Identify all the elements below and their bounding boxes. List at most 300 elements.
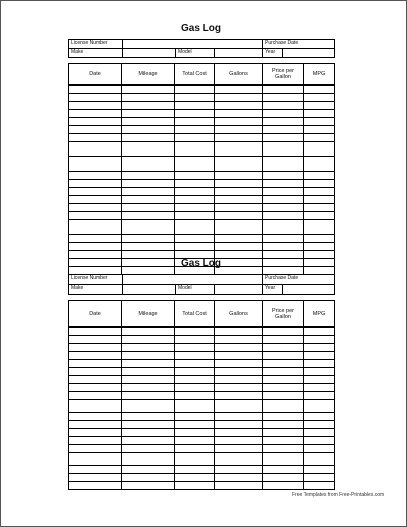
log-entry-cell[interactable]: [215, 85, 263, 94]
log-entry-cell[interactable]: [215, 421, 263, 429]
log-entry-cell[interactable]: [263, 453, 304, 466]
log-entry-cell[interactable]: [122, 204, 175, 212]
log-entry-row: [69, 400, 335, 413]
log-entry-cell[interactable]: [215, 118, 263, 126]
log-entry-row: [69, 413, 335, 421]
log-entry-row: [69, 344, 335, 352]
log-entry-cell[interactable]: [263, 429, 304, 437]
log-entry-cell[interactable]: [175, 445, 215, 453]
log-entry-row: [69, 94, 335, 102]
log-entry-cell[interactable]: [175, 157, 215, 172]
log-entry-row: [69, 196, 335, 204]
log-entry-cell[interactable]: [175, 421, 215, 429]
log-entry-cell[interactable]: [304, 400, 335, 413]
log-entry-cell[interactable]: [175, 220, 215, 235]
info-row: [69, 285, 335, 295]
log-entry-cell[interactable]: [69, 235, 122, 243]
log-entry-cell[interactable]: [304, 180, 335, 188]
log-entry-cell[interactable]: [175, 204, 215, 212]
log-entry-cell[interactable]: [69, 336, 122, 344]
log-entry-cell[interactable]: [69, 196, 122, 204]
log-entry-row: [69, 429, 335, 437]
column-header-mpg: MPG: [304, 301, 335, 328]
log-entry-cell[interactable]: [215, 453, 263, 466]
log-entry-cell[interactable]: [263, 344, 304, 352]
log-entry-cell[interactable]: [69, 474, 122, 482]
log-entry-cell[interactable]: [263, 180, 304, 188]
purchase-date-label: Purchase Date: [263, 275, 335, 285]
column-header-mpg: MPG: [304, 64, 335, 86]
log-entry-cell[interactable]: [175, 384, 215, 392]
log-entry-row: [69, 327, 335, 336]
log-entry-cell[interactable]: [263, 437, 304, 445]
model-field[interactable]: [215, 285, 263, 295]
log-entry-cell[interactable]: [304, 453, 335, 466]
log-entry-cell[interactable]: [69, 392, 122, 400]
model-label: Model: [176, 49, 215, 58]
log-entry-cell[interactable]: [215, 344, 263, 352]
log-entry-cell[interactable]: [122, 118, 175, 126]
log-entry-cell[interactable]: [175, 172, 215, 180]
column-header-price-per-gallon: Price per Gallon: [263, 301, 304, 328]
log-entry-cell[interactable]: [263, 94, 304, 102]
log-entry-cell[interactable]: [263, 212, 304, 220]
log-entry-cell[interactable]: [122, 235, 175, 243]
log-entry-cell[interactable]: [122, 392, 175, 400]
log-entry-cell[interactable]: [304, 243, 335, 251]
log-entry-cell[interactable]: [175, 474, 215, 482]
column-header-mileage: Mileage: [122, 301, 175, 328]
log-entry-cell[interactable]: [215, 243, 263, 251]
log-entry-cell[interactable]: [69, 204, 122, 212]
log-entry-cell[interactable]: [175, 212, 215, 220]
vehicle-info-table: [68, 274, 335, 295]
log-entry-cell[interactable]: [215, 94, 263, 102]
log-entry-cell[interactable]: [122, 110, 175, 118]
log-entry-cell[interactable]: [215, 360, 263, 368]
log-entry-cell[interactable]: [69, 180, 122, 188]
log-entry-cell[interactable]: [122, 368, 175, 376]
log-entry-row: [69, 235, 335, 243]
log-entry-cell[interactable]: [304, 352, 335, 360]
log-entry-cell[interactable]: [69, 110, 122, 118]
log-entry-cell[interactable]: [215, 110, 263, 118]
log-entry-cell[interactable]: [304, 384, 335, 392]
log-entry-cell[interactable]: [304, 212, 335, 220]
header-row: [69, 64, 335, 86]
log-entry-cell[interactable]: [304, 172, 335, 180]
log-entry-cell[interactable]: [215, 437, 263, 445]
log-entry-cell[interactable]: [263, 142, 304, 157]
log-entry-cell[interactable]: [122, 212, 175, 220]
log-entry-cell[interactable]: [122, 196, 175, 204]
log-entry-cell[interactable]: [69, 466, 122, 474]
info-row: [69, 275, 335, 285]
log-entry-cell[interactable]: [175, 336, 215, 344]
log-entry-cell[interactable]: [122, 94, 175, 102]
log-entry-cell[interactable]: [263, 368, 304, 376]
log-entry-row: [69, 466, 335, 474]
log-entry-cell[interactable]: [215, 474, 263, 482]
log-entry-cell[interactable]: [122, 188, 175, 196]
log-entry-cell[interactable]: [304, 142, 335, 157]
log-entry-row: [69, 85, 335, 94]
log-entry-cell[interactable]: [215, 376, 263, 384]
log-entry-row: [69, 180, 335, 188]
log-entry-cell[interactable]: [304, 413, 335, 421]
log-entry-cell[interactable]: [304, 157, 335, 172]
log-entry-cell[interactable]: [69, 344, 122, 352]
log-entry-cell[interactable]: [215, 196, 263, 204]
log-entry-cell[interactable]: [263, 102, 304, 110]
log-entry-cell[interactable]: [122, 180, 175, 188]
log-entry-cell[interactable]: [215, 204, 263, 212]
log-entry-cell[interactable]: [304, 118, 335, 126]
log-entry-cell[interactable]: [215, 134, 263, 142]
log-entry-cell[interactable]: [69, 445, 122, 453]
log-entry-cell[interactable]: [122, 352, 175, 360]
log-entry-row: [69, 474, 335, 482]
log-entry-cell[interactable]: [175, 134, 215, 142]
log-entry-row: [69, 392, 335, 400]
log-entry-cell[interactable]: [215, 352, 263, 360]
log-entry-cell[interactable]: [304, 368, 335, 376]
log-entry-cell[interactable]: [215, 102, 263, 110]
log-entry-cell[interactable]: [304, 204, 335, 212]
log-entry-row: [69, 368, 335, 376]
log-entry-cell[interactable]: [215, 188, 263, 196]
log-entry-cell[interactable]: [304, 482, 335, 490]
log-entry-cell[interactable]: [263, 196, 304, 204]
log-entry-cell[interactable]: [263, 360, 304, 368]
log-entry-cell[interactable]: [175, 429, 215, 437]
log-entry-cell[interactable]: [175, 466, 215, 474]
log-entry-cell[interactable]: [175, 85, 215, 94]
log-entry-cell[interactable]: [122, 220, 175, 235]
log-entry-cell[interactable]: [122, 453, 175, 466]
log-entry-cell[interactable]: [69, 220, 122, 235]
log-entry-cell[interactable]: [263, 392, 304, 400]
log-entry-cell[interactable]: [175, 376, 215, 384]
log-entry-cell[interactable]: [215, 429, 263, 437]
log-entry-cell[interactable]: [215, 142, 263, 157]
log-entry-cell[interactable]: [263, 243, 304, 251]
fuel-entries-table: [68, 63, 335, 275]
fuel-entries-table: [68, 300, 335, 490]
column-header-mileage: Mileage: [122, 64, 175, 86]
log-entry-cell[interactable]: [215, 212, 263, 220]
log-entry-cell[interactable]: [69, 157, 122, 172]
log-entry-cell[interactable]: [304, 437, 335, 445]
log-entry-cell[interactable]: [122, 126, 175, 134]
log-entry-cell[interactable]: [215, 180, 263, 188]
log-entry-cell[interactable]: [215, 157, 263, 172]
log-entry-cell[interactable]: [175, 188, 215, 196]
make-field[interactable]: [123, 49, 176, 58]
log-entry-cell[interactable]: [69, 102, 122, 110]
log-entry-row: [69, 126, 335, 134]
log-entry-cell[interactable]: [69, 134, 122, 142]
entry-rows: [69, 85, 335, 275]
log-entry-cell[interactable]: [69, 384, 122, 392]
log-entry-cell[interactable]: [304, 421, 335, 429]
log-entry-cell[interactable]: [175, 235, 215, 243]
log-entry-cell[interactable]: [175, 102, 215, 110]
log-entry-cell[interactable]: [69, 437, 122, 445]
log-entry-cell[interactable]: [69, 376, 122, 384]
info-row: [69, 40, 335, 49]
log-entry-cell[interactable]: [69, 360, 122, 368]
log-entry-row: [69, 134, 335, 142]
log-entry-cell[interactable]: [175, 413, 215, 421]
log-entry-row: [69, 453, 335, 466]
log-entry-cell[interactable]: [263, 220, 304, 235]
log-entry-cell[interactable]: [263, 336, 304, 344]
log-entry-cell[interactable]: [263, 421, 304, 429]
log-entry-cell[interactable]: [263, 235, 304, 243]
log-entry-row: [69, 352, 335, 360]
log-entry-cell[interactable]: [122, 421, 175, 429]
year-field[interactable]: [283, 285, 335, 295]
log-entry-cell[interactable]: [175, 110, 215, 118]
log-entry-cell[interactable]: [304, 466, 335, 474]
log-entry-cell[interactable]: [69, 352, 122, 360]
log-entry-cell[interactable]: [215, 413, 263, 421]
log-entry-cell[interactable]: [175, 94, 215, 102]
log-entry-cell[interactable]: [69, 421, 122, 429]
log-entry-cell[interactable]: [263, 352, 304, 360]
log-entry-cell[interactable]: [263, 157, 304, 172]
log-entry-cell[interactable]: [263, 384, 304, 392]
log-entry-cell[interactable]: [69, 243, 122, 251]
log-entry-cell[interactable]: [122, 102, 175, 110]
log-entry-cell[interactable]: [175, 482, 215, 490]
log-entry-cell[interactable]: [175, 453, 215, 466]
log-entry-cell[interactable]: [263, 172, 304, 180]
log-entry-cell[interactable]: [304, 474, 335, 482]
log-entry-row: [69, 336, 335, 344]
log-entry-cell[interactable]: [122, 327, 175, 336]
log-entry-cell[interactable]: [122, 157, 175, 172]
log-entry-row: [69, 421, 335, 429]
model-field[interactable]: [215, 49, 263, 58]
log-entry-cell[interactable]: [215, 172, 263, 180]
log-entry-cell[interactable]: [122, 413, 175, 421]
header-row: [69, 301, 335, 328]
log-entry-cell[interactable]: [175, 196, 215, 204]
log-entry-cell[interactable]: [304, 126, 335, 134]
log-entry-row: [69, 157, 335, 172]
log-entry-row: [69, 243, 335, 251]
log-entry-row: [69, 102, 335, 110]
log-entry-cell[interactable]: [304, 445, 335, 453]
log-entry-cell[interactable]: [69, 142, 122, 157]
log-entry-cell[interactable]: [263, 126, 304, 134]
make-label: Make: [69, 49, 123, 58]
log-entry-cell[interactable]: [263, 327, 304, 336]
log-entry-cell[interactable]: [175, 142, 215, 157]
log-entry-cell[interactable]: [304, 336, 335, 344]
year-label: Year: [263, 285, 283, 295]
log-entry-cell[interactable]: [122, 400, 175, 413]
log-entry-row: [69, 110, 335, 118]
license-number-field[interactable]: [123, 40, 263, 49]
log-entry-cell[interactable]: [304, 94, 335, 102]
log-entry-cell[interactable]: [175, 327, 215, 336]
license-number-field[interactable]: [123, 275, 263, 285]
log-entry-cell[interactable]: [122, 142, 175, 157]
log-entry-cell[interactable]: [263, 482, 304, 490]
footer-credit: Free Templates from Free-Printables.com: [292, 492, 385, 498]
log-entry-cell[interactable]: [69, 413, 122, 421]
column-header-gallons: Gallons: [215, 64, 263, 86]
log-entry-row: [69, 376, 335, 384]
log-entry-row: [69, 118, 335, 126]
log-entry-row: [69, 204, 335, 212]
make-field[interactable]: [123, 285, 176, 295]
log-entry-cell[interactable]: [304, 429, 335, 437]
log-entry-cell[interactable]: [175, 126, 215, 134]
log-entry-cell[interactable]: [69, 94, 122, 102]
column-header-total-cost: Total Cost: [175, 301, 215, 328]
entry-rows: [69, 327, 335, 490]
log-entry-cell[interactable]: [69, 118, 122, 126]
log-entry-cell[interactable]: [122, 482, 175, 490]
log-entry-cell[interactable]: [122, 134, 175, 142]
log-entry-cell[interactable]: [215, 336, 263, 344]
log-entry-cell[interactable]: [69, 85, 122, 94]
purchase-date-label: Purchase Date: [263, 40, 335, 49]
log-entry-row: [69, 220, 335, 235]
log-entry-cell[interactable]: [175, 118, 215, 126]
log-entry-cell[interactable]: [122, 85, 175, 94]
log-entry-cell[interactable]: [69, 453, 122, 466]
log-entry-cell[interactable]: [263, 445, 304, 453]
license-number-label: License Number: [69, 275, 123, 285]
log-entry-cell[interactable]: [215, 392, 263, 400]
log-entry-cell[interactable]: [122, 172, 175, 180]
log-entry-cell[interactable]: [304, 102, 335, 110]
log-entry-cell[interactable]: [69, 212, 122, 220]
log-entry-row: [69, 172, 335, 180]
log-entry-cell[interactable]: [263, 413, 304, 421]
log-entry-cell[interactable]: [175, 368, 215, 376]
log-entry-cell[interactable]: [175, 352, 215, 360]
log-entry-cell[interactable]: [175, 243, 215, 251]
log-entry-cell[interactable]: [215, 482, 263, 490]
log-entry-cell[interactable]: [175, 344, 215, 352]
log-entry-cell[interactable]: [263, 474, 304, 482]
log-entry-cell[interactable]: [122, 437, 175, 445]
log-entry-row: [69, 142, 335, 157]
log-entry-cell[interactable]: [175, 180, 215, 188]
log-entry-cell[interactable]: [69, 172, 122, 180]
column-header-price-per-gallon: Price per Gallon: [263, 64, 304, 86]
log-entry-cell[interactable]: [263, 188, 304, 196]
log-entry-cell[interactable]: [69, 188, 122, 196]
log-entry-cell[interactable]: [175, 437, 215, 445]
log-entry-cell[interactable]: [122, 429, 175, 437]
info-row: [69, 49, 335, 58]
year-label: Year: [263, 49, 283, 58]
log-entry-cell[interactable]: [304, 134, 335, 142]
log-entry-cell[interactable]: [263, 85, 304, 94]
log-entry-cell[interactable]: [122, 344, 175, 352]
log-entry-cell[interactable]: [304, 85, 335, 94]
log-entry-cell[interactable]: [215, 445, 263, 453]
log-entry-cell[interactable]: [215, 466, 263, 474]
log-entry-cell[interactable]: [122, 445, 175, 453]
log-entry-cell[interactable]: [263, 134, 304, 142]
log-entry-cell[interactable]: [263, 466, 304, 474]
log-entry-cell[interactable]: [263, 376, 304, 384]
log-entry-cell[interactable]: [69, 429, 122, 437]
log-entry-cell[interactable]: [175, 400, 215, 413]
log-entry-cell[interactable]: [304, 344, 335, 352]
license-number-label: License Number: [69, 40, 123, 49]
log-entry-cell[interactable]: [263, 204, 304, 212]
log-entry-cell[interactable]: [69, 482, 122, 490]
log-entry-row: [69, 445, 335, 453]
year-field[interactable]: [283, 49, 335, 58]
log-entry-row: [69, 482, 335, 490]
log-entry-cell[interactable]: [263, 118, 304, 126]
log-entry-row: [69, 437, 335, 445]
log-entry-cell[interactable]: [263, 400, 304, 413]
log-entry-cell[interactable]: [304, 327, 335, 336]
log-entry-cell[interactable]: [215, 400, 263, 413]
log-entry-cell[interactable]: [175, 360, 215, 368]
log-entry-cell[interactable]: [122, 360, 175, 368]
log-entry-cell[interactable]: [304, 220, 335, 235]
log-entry-cell[interactable]: [215, 327, 263, 336]
log-entry-cell[interactable]: [304, 376, 335, 384]
column-header-gallons: Gallons: [215, 301, 263, 328]
log-entry-cell[interactable]: [304, 360, 335, 368]
log-entry-cell[interactable]: [122, 376, 175, 384]
log-entry-cell[interactable]: [122, 336, 175, 344]
log-entry-cell[interactable]: [304, 188, 335, 196]
log-title: Gas Log: [180, 23, 221, 34]
gas-log-top: [68, 22, 334, 275]
vehicle-info-table: [68, 39, 335, 58]
log-entry-cell[interactable]: [69, 327, 122, 336]
log-entry-cell[interactable]: [175, 392, 215, 400]
log-entry-cell[interactable]: [215, 368, 263, 376]
log-entry-cell[interactable]: [215, 235, 263, 243]
log-entry-cell[interactable]: [304, 235, 335, 243]
log-entry-cell[interactable]: [304, 196, 335, 204]
log-entry-cell[interactable]: [215, 384, 263, 392]
model-label: Model: [176, 285, 215, 295]
column-header-date: Date: [69, 301, 122, 328]
log-entry-cell[interactable]: [69, 126, 122, 134]
log-entry-cell[interactable]: [263, 110, 304, 118]
log-entry-cell[interactable]: [122, 466, 175, 474]
log-entry-cell[interactable]: [304, 110, 335, 118]
log-entry-cell[interactable]: [69, 368, 122, 376]
log-entry-cell[interactable]: [215, 126, 263, 134]
log-title: Gas Log: [180, 258, 221, 269]
log-entry-row: [69, 360, 335, 368]
log-entry-cell[interactable]: [122, 243, 175, 251]
log-entry-cell[interactable]: [69, 400, 122, 413]
log-entry-cell[interactable]: [122, 474, 175, 482]
log-entry-cell[interactable]: [304, 392, 335, 400]
log-entry-row: [69, 188, 335, 196]
log-entry-cell[interactable]: [122, 384, 175, 392]
log-entry-cell[interactable]: [215, 220, 263, 235]
